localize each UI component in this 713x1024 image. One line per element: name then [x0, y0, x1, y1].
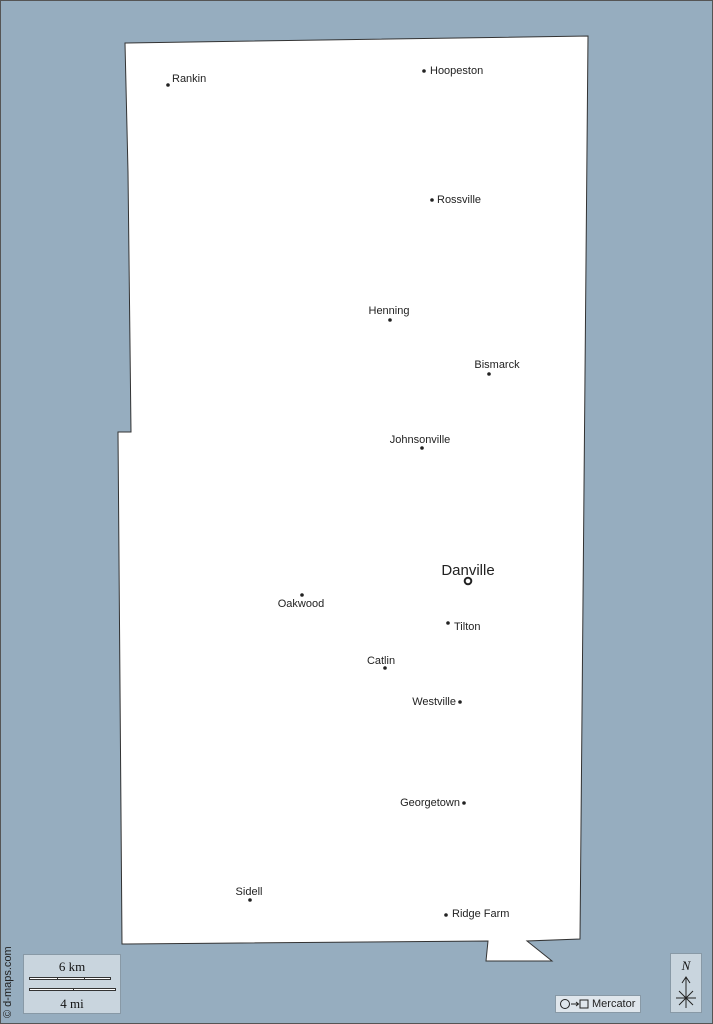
north-letter: N [681, 958, 691, 973]
town-marker-tilton[interactable] [446, 621, 450, 625]
town-label-henning: Henning [368, 305, 410, 317]
compass-rose-icon [674, 976, 698, 1010]
town-marker-ridge-farm[interactable] [444, 913, 448, 917]
scale-mi-bar [29, 988, 116, 991]
north-arrow-legend [670, 953, 702, 1013]
scale-km-tick [84, 977, 85, 980]
town-label-catlin: Catlin [366, 655, 396, 667]
town-label-johnsonville: Johnsonville [389, 434, 451, 446]
scale-bar-legend [23, 954, 121, 1014]
town-label-tilton: Tilton [454, 621, 481, 633]
copyright-text: © d-maps.com [2, 946, 14, 1018]
town-label-sidell: Sidell [235, 886, 263, 898]
town-label-ridge-farm: Ridge Farm [452, 908, 510, 920]
town-marker-rossville[interactable] [430, 198, 434, 202]
town-label-rossville: Rossville [437, 194, 482, 206]
town-marker-georgetown[interactable] [462, 801, 466, 805]
scale-km-tick [57, 977, 58, 980]
scale-mi-tick [73, 988, 74, 991]
projection-label: Mercator [592, 998, 636, 1010]
county-boundary [118, 36, 588, 961]
town-marker-bismarck[interactable] [487, 372, 491, 376]
town-label-rankin: Rankin [172, 73, 207, 85]
scale-km-bar [29, 977, 111, 980]
scale-km-label: 6 km [58, 959, 86, 974]
town-label-bismarck: Bismarck [474, 359, 520, 371]
town-marker-rankin[interactable] [166, 83, 170, 87]
town-label-oakwood: Oakwood [277, 598, 325, 610]
town-marker-johnsonville[interactable] [420, 446, 424, 450]
town-marker-sidell[interactable] [248, 898, 252, 902]
scale-mi-label: 4 mi [60, 996, 84, 1011]
projection-legend [555, 995, 641, 1013]
town-marker-henning[interactable] [388, 318, 392, 322]
town-marker-hoopeston[interactable] [422, 69, 426, 73]
town-label-hoopeston: Hoopeston [430, 65, 484, 77]
town-label-westville: Westville [412, 696, 456, 708]
projection-circle-to-square-icon [559, 998, 589, 1010]
town-marker-oakwood[interactable] [300, 593, 304, 597]
town-label-georgetown: Georgetown [400, 797, 460, 809]
town-marker-westville[interactable] [458, 700, 462, 704]
city-label-danville: Danville [441, 562, 495, 579]
